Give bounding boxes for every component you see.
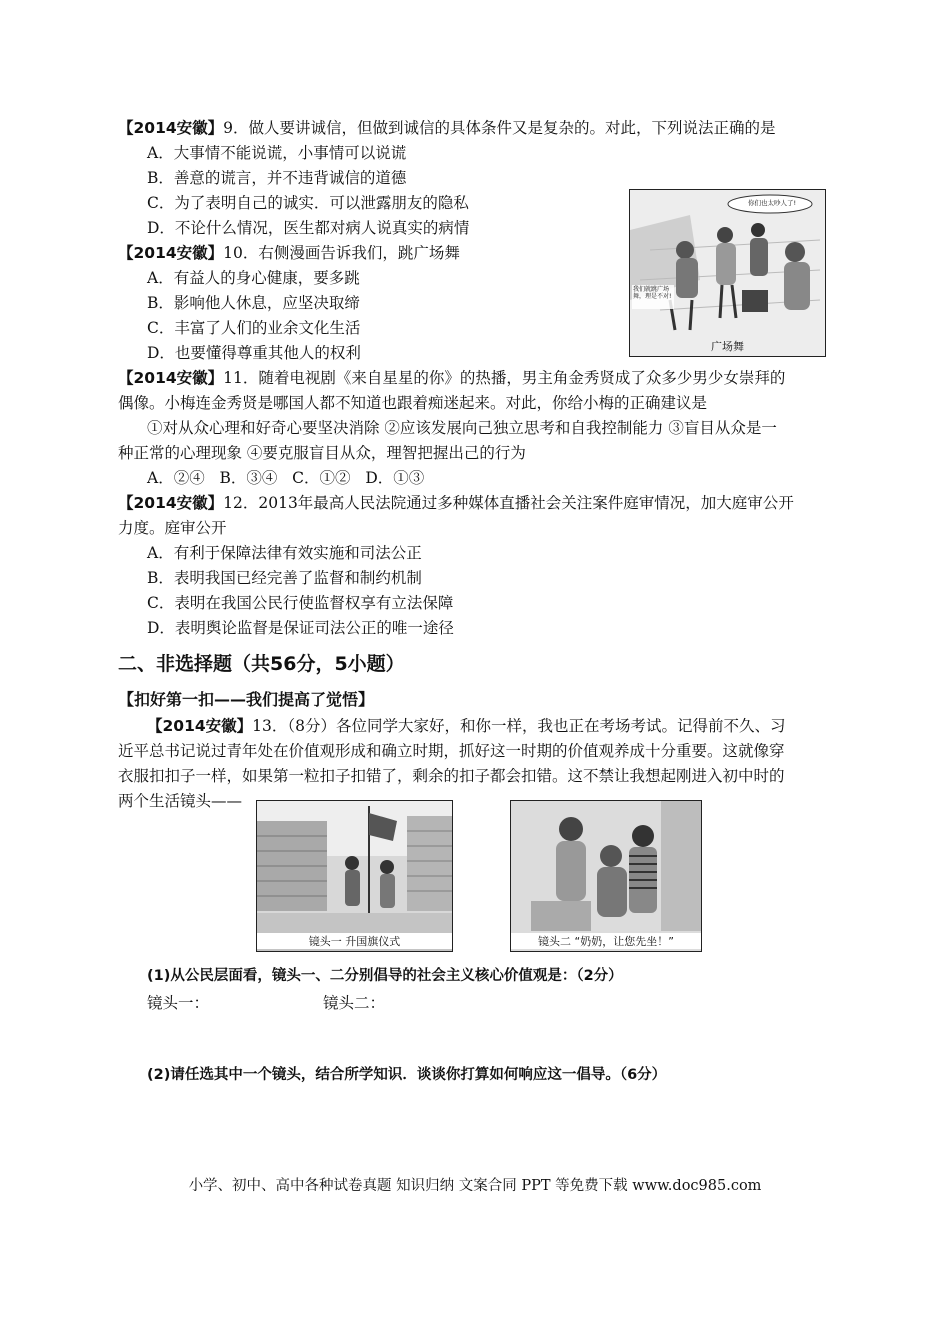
question-10-stem: [118, 243, 460, 263]
q12-option-b: B．表明我国已经完善了监督和制约机制: [147, 569, 422, 587]
q11-option-b: B．③④: [219, 469, 278, 487]
flag-raising-image: [257, 801, 452, 951]
question-9-stem: [118, 118, 776, 138]
cartoon-speech-bubble: 你们也太吵人了!: [748, 199, 797, 207]
q12-option-c: C．表明在我国公民行使监督权享有立法保障: [147, 594, 454, 612]
q9-option-c: C．为了表明自己的诚实．可以泄露朋友的隐私: [147, 194, 469, 212]
question-tag: 【2014安徽】: [118, 119, 224, 137]
q11-statements-line2: 种正常的心理现象 ④要克服盲目从众，理智把握出己的行为: [118, 444, 526, 462]
question-tag: 【2014安徽】: [118, 494, 224, 512]
q9-option-b: B．善意的谎言，并不违背诚信的道德: [147, 169, 407, 187]
q10-option-a: A．有益人的身心健康，要多跳: [147, 269, 360, 287]
question-13-line2: 近平总书记说过青年处在价值观形成和确立时期，抓好这一时期的价值观养成十分重要。这就像穿: [118, 742, 785, 760]
q11-options: [147, 468, 424, 488]
question-tag: 【2014安徽】: [147, 717, 253, 735]
seat-offering-image: [511, 801, 701, 951]
q10-option-d: D．也要懂得尊重其他人的权利: [147, 344, 361, 362]
photo-flag-raising: [256, 800, 453, 952]
q13-subquestion-1: (1)从公民层面看，镜头一、二分别倡导的社会主义核心价值观是：（2分）: [147, 968, 623, 984]
section-subheading: 【扣好第一扣——我们提高了觉悟】: [118, 690, 375, 709]
q11-option-c: C．①②: [292, 469, 351, 487]
question-13-line3: 衣服扣扣子一样，如果第一粒扣子扣错了，剩余的扣子都会扣错。这不禁让我想起刚进入初中时的: [118, 767, 785, 785]
photo1-caption: 镜头一 升国旗仪式: [257, 933, 452, 949]
question-11-stem-line1: [118, 368, 785, 388]
cartoon-illustration: [630, 190, 825, 356]
q13-subquestion-2: (2)请任选其中一个镜头，结合所学知识．谈谈你打算如何响应这一倡导。（6分）: [147, 1067, 667, 1083]
cartoon-caption: 广场舞: [711, 340, 744, 353]
cartoon-sign: 我们就跳广场舞，理是不对!: [633, 286, 672, 300]
question-text: 10．右侧漫画告诉我们，跳广场舞: [223, 244, 460, 262]
square-dance-cartoon: [629, 189, 826, 357]
question-12-stem-line1: [118, 493, 794, 513]
shot1-answer-label: 镜头一：: [147, 994, 210, 1012]
q11-statements-line1: ①对从众心理和好奇心要坚决消除 ②应该发展向己独立思考和自我控制能力 ③盲目从众是一: [147, 419, 777, 437]
photo-seat-offering: [510, 800, 702, 952]
question-13-line4: 两个生活镜头——: [118, 792, 243, 810]
question-text: 12．2013年最高人民法院通过多种媒体直播社会关注案件庭审情况，加大庭审公开: [223, 494, 794, 512]
q10-option-c: C．丰富了人们的业余文化生活: [147, 319, 361, 337]
question-text: 13．（8分）各位同学大家好，和你一样，我也正在考场考试。记得前不久、习: [252, 717, 786, 735]
q10-option-b: B．影响他人休息，应坚决取缔: [147, 294, 360, 312]
q9-option-a: A．大事情不能说谎，小事情可以说谎: [147, 144, 407, 162]
section-heading: 二、非选择题（共56分，5小题）: [118, 653, 405, 675]
question-text: 9．做人要讲诚信，但做到诚信的具体条件又是复杂的。对此，下列说法正确的是: [223, 119, 776, 137]
q12-option-d: D．表明舆论监督是保证司法公正的唯一途径: [147, 619, 454, 637]
question-13-line1: [147, 716, 785, 736]
question-tag: 【2014安徽】: [118, 369, 224, 387]
q11-option-a: A．②④: [147, 469, 205, 487]
question-11-stem-line2: 偶像。小梅连金秀贤是哪国人都不知道也跟着痴迷起来。对此，你给小梅的正确建议是: [118, 394, 708, 412]
q12-option-a: A．有利于保障法律有效实施和司法公正: [147, 544, 422, 562]
question-12-stem-line2: 力度。庭审公开: [118, 519, 227, 537]
q11-option-d: D．①③: [365, 469, 425, 487]
page-footer: 小学、初中、高中各种试卷真题 知识归纳 文案合同 PPT 等免费下载 www.doc985.com: [188, 1178, 762, 1194]
shot2-answer-label: 镜头二：: [323, 994, 386, 1012]
q9-option-d: D．不论什么情况，医生都对病人说真实的病情: [147, 219, 470, 237]
question-tag: 【2014安徽】: [118, 244, 224, 262]
question-text: 11．随着电视剧《来自星星的你》的热播，男主角金秀贤成了众多少男少女崇拜的: [223, 369, 786, 387]
photo2-caption: 镜头二 “奶奶，让您先坐！”: [511, 933, 701, 949]
